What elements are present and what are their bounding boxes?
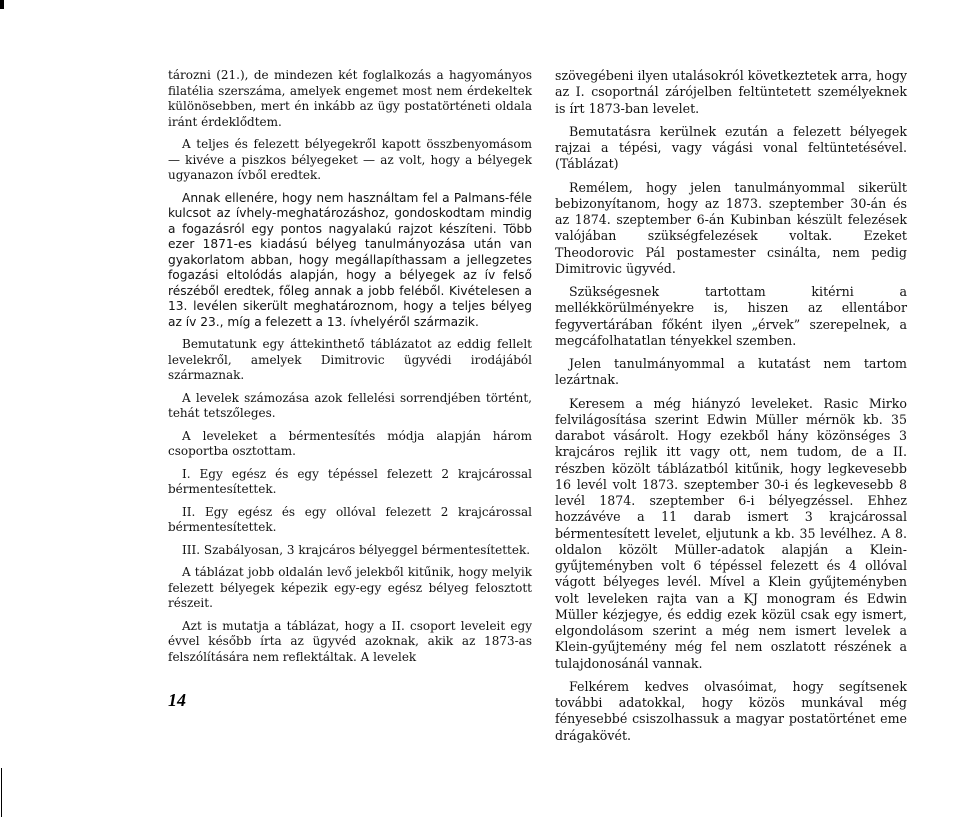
paragraph: Jelen tanulmányommal a kutatást nem tartom lezártnak.	[555, 356, 907, 388]
paragraph: Keresem a még hiányzó leveleket. Rasic Mirko felvilágosítása szerint Edwin Müller mérnök kb. 35 darabot vásárolt. Hogy ezekből hány közönséges 3 krajcáros rejlik itt vagy ott, nem tudom, de a II. részben közölt táblázatból kitűnik, hogy legkevesebb 16 levél volt 1873. szeptember 30-i és legkevesebb 8 levél 1874. szeptember 6-i bélyegzéssel. Ehhez hozzávéve a 11 darab ismert 3 krajcárossal bérmentesített levelet, eljutunk a kb. 35 levélhez. A 8. oldalon közölt Müller-adatok alapján a Klein-gyűjteményben volt 6 tépéssel felezett és 4 ollóval vágott bélyeges levél. Mível a Klein gyűjteményben volt leveleken rajta van a KJ monogram és Edwin Müller kézjegye, és eddig ezek közül csak egy ismert, elgondolásom szerint a még nem ismert levelek a Klein-gyűjtemény még fel nem oszlatott részének a tulajdonosánál vannak.	[555, 395, 907, 671]
scan-edge-bottom-left	[1, 768, 2, 817]
paragraph: Szükségesnek tartottam kitérni a mellékkörülményekre is, hiszen az ellentábor fegyvertárában főként ilyen „érvek” szerepelnek, a megcáfolhatatlan tényekkel szemben.	[555, 284, 907, 348]
paragraph: Azt is mutatja a táblázat, hogy a II. csoport leveleit egy évvel később írta az ügyvéd azoknak, akik az 1873-as felszólítására nem reflektáltak. A levelek	[168, 618, 532, 664]
paragraph: II. Egy egész és egy ollóval felezett 2 krajcárossal bérmentesítettek.	[168, 504, 532, 534]
right-column	[555, 68, 907, 751]
paragraph: A leveleket a bérmentesítés módja alapján három csoportba osztottam.	[168, 428, 532, 458]
paragraph: tározni (21.), de mindezen két foglalkozás a hagyományos filatélia szerszáma, amelyek engemet most nem érdekeltek különösebben, mert én inkább az ügy postatörténeti oldala iránt érdeklődtem.	[168, 68, 532, 129]
paragraph: Bemutatunk egy áttekinthető táblázatot az eddig fellelt levelekről, amelyek Dimitrovic ügyvédi irodájából származnak.	[168, 337, 532, 382]
paragraph: A levelek számozása azok fellelési sorrendjében történt, tehát tetszőleges.	[168, 390, 532, 420]
paragraph: Remélem, hogy jelen tanulmányommal sikerült bebizonyítanom, hogy az 1873. szeptember 30-án és az 1874. szeptember 6-án Kubinban készült felezések valójában szükségfelezések voltak. Ezeket Theodorovic Pál postamester csinálta, nem pedig Dimitrovic ügyvéd.	[555, 179, 907, 276]
paragraph: Annak ellenére, hogy nem használtam fel a Palmans-féle kulcsot az ívhely-meghatározáshoz, gondoskodtam mindig a fogazásról egy pontos nagyalakú rajzot készíteni. Több ezer 1871-es kiadású bélyeg tanulmányozása után van gyakorlatom abban, hogy megállapíthassam a jellegzetes fogazási eltolódás alapján, hogy a bélyegek az ív felső részéből eredtek, főleg annak a jobb feléből. Kivételesen a 13. levélen sikerült meghatároznom, hogy a teljes bélyeg az ív 23., míg a felezett a 13. ívhelyéről származik.	[168, 190, 532, 329]
page-number: 14	[168, 690, 186, 710]
paragraph: szövegébeni ilyen utalásokról következtetek arra, hogy az I. csoportnál zárójelben feltüntetett személyeknek is írt 1873-ban levelet.	[555, 68, 907, 116]
paragraph: A táblázat jobb oldalán levő jelekből kitűnik, hogy melyik felezett bélyegek képezik egy-egy egész bélyeg felosztott részeit.	[168, 565, 532, 610]
left-column	[168, 68, 532, 672]
scan-mark-top-left	[0, 0, 4, 9]
paragraph: III. Szabályosan, 3 krajcáros bélyeggel bérmentesítettek.	[182, 542, 531, 557]
paragraph: Felkérem kedves olvasóimat, hogy segítsenek további adatokkal, hogy közös munkával még fényesebbé csiszolhassuk a magyar postatörténet eme drágakövét.	[555, 678, 907, 743]
paragraph: Bemutatásra kerülnek ezután a felezett bélyegek rajzai a tépési, vagy vágási vonal feltüntetésével. (Táblázat)	[555, 123, 907, 172]
paragraph: I. Egy egész és egy tépéssel felezett 2 krajcárossal bérmentesítettek.	[168, 466, 532, 496]
paragraph: A teljes és felezett bélyegekről kapott összbenyomásom — kivéve a piszkos bélyegeket — az volt, hogy a bélyegek ugyanazon ívből eredtek.	[168, 137, 532, 182]
